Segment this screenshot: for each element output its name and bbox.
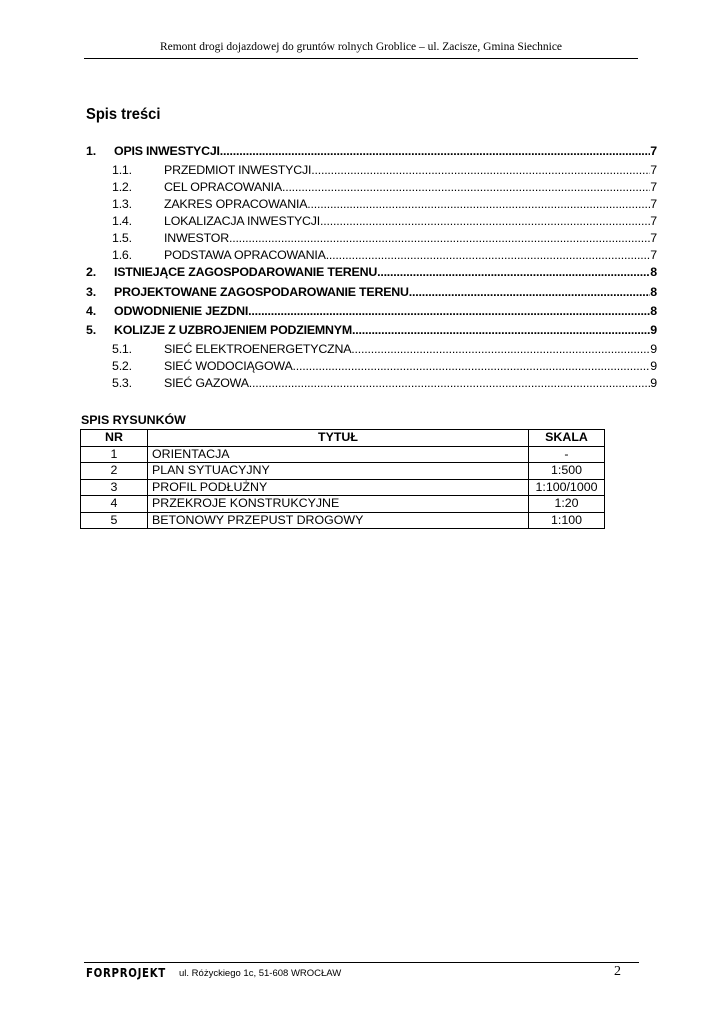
toc-entry-number: 5.3. xyxy=(112,376,132,391)
toc-entry-page: 7 xyxy=(650,163,657,178)
toc-entry[interactable] xyxy=(86,180,657,197)
toc-entry[interactable] xyxy=(86,323,657,342)
page-number: 2 xyxy=(614,964,621,979)
figures-table-header xyxy=(81,430,605,447)
header-rule xyxy=(84,58,638,59)
toc-entry[interactable] xyxy=(86,248,657,265)
footer-rule xyxy=(84,962,639,963)
toc-dot-leader xyxy=(352,323,650,337)
toc-entry-page: 9 xyxy=(650,359,657,374)
toc-entry[interactable] xyxy=(86,285,657,304)
table-row xyxy=(81,446,605,463)
toc-entry-page: 8 xyxy=(650,265,657,280)
toc-entry-label: LOKALIZACJA INWESTYCJI xyxy=(164,214,321,229)
figures-table xyxy=(80,429,605,529)
toc-entry-number: 1.3. xyxy=(112,197,132,212)
toc-dot-leader xyxy=(409,285,651,299)
toc-entry[interactable] xyxy=(86,144,657,163)
toc-entry-number: 4. xyxy=(86,303,96,318)
toc-entry-label: OPIS INWESTYCJI xyxy=(114,144,220,158)
toc-entry-label: INWESTOR xyxy=(164,231,229,246)
toc-entry-label: PODSTAWA OPRACOWANIA xyxy=(164,248,326,263)
toc-entry-page: 7 xyxy=(650,231,657,246)
cell-nr: 3 xyxy=(81,479,148,496)
toc-entry-label: SIEĆ GAZOWA xyxy=(164,376,249,391)
table-of-contents xyxy=(86,144,657,393)
toc-dot-leader xyxy=(320,214,650,228)
toc-entry[interactable] xyxy=(86,359,657,376)
toc-dot-leader xyxy=(311,163,650,177)
cell-title: PROFIL PODŁUŻNY xyxy=(148,479,529,496)
toc-entry[interactable] xyxy=(86,265,657,284)
cell-title: PLAN SYTUACYJNY xyxy=(148,463,529,480)
toc-entry-page: 9 xyxy=(650,342,657,357)
page-header: Remont drogi dojazdowej do gruntów rolnych Groblice – ul. Zacisze, Gmina Siechnice xyxy=(159,41,563,53)
column-header-scale: SKALA xyxy=(529,430,605,447)
toc-entry-page: 7 xyxy=(650,180,657,195)
cell-nr: 1 xyxy=(81,446,148,463)
toc-entry-page: 8 xyxy=(650,303,657,318)
cell-scale: 1:100 xyxy=(529,512,605,529)
toc-entry-number: 1.1. xyxy=(112,163,132,178)
column-header-nr: NR xyxy=(81,430,148,447)
toc-entry-label: CEL OPRACOWANIA xyxy=(164,180,282,195)
toc-entry[interactable] xyxy=(86,304,657,323)
company-address: ul. Różyckiego 1c, 51-608 WROCŁAW xyxy=(179,968,342,979)
toc-dot-leader xyxy=(307,197,650,211)
toc-entry-number: 1.6. xyxy=(112,248,132,263)
toc-entry-label: KOLIZJE Z UZBROJENIEM PODZIEMNYM xyxy=(114,323,352,338)
toc-entry[interactable] xyxy=(86,231,657,248)
toc-entry-page: 7 xyxy=(650,248,657,263)
toc-entry-number: 5. xyxy=(86,323,96,338)
toc-entry[interactable] xyxy=(86,342,657,359)
cell-scale: 1:500 xyxy=(529,463,605,480)
toc-entry-page: 9 xyxy=(650,376,657,391)
toc-entry-label: PROJEKTOWANE ZAGOSPODAROWANIE TERENU xyxy=(114,284,409,299)
cell-title: ORIENTACJA xyxy=(148,446,529,463)
toc-dot-leader xyxy=(377,265,650,279)
toc-entry-label: PRZEDMIOT INWESTYCJI xyxy=(164,163,312,178)
toc-entry-number: 5.1. xyxy=(112,342,132,357)
toc-entry[interactable] xyxy=(86,163,657,180)
cell-scale: 1:20 xyxy=(529,496,605,513)
toc-entry-page: 7 xyxy=(650,144,657,158)
toc-entry-page: 7 xyxy=(650,197,657,212)
toc-entry-page: 9 xyxy=(650,323,657,338)
table-row xyxy=(81,479,605,496)
toc-entry-label: SIEĆ WODOCIĄGOWA xyxy=(164,359,293,374)
cell-nr: 5 xyxy=(81,512,148,529)
toc-dot-leader xyxy=(293,359,651,373)
toc-dot-leader xyxy=(248,304,650,318)
toc-dot-leader xyxy=(326,248,651,262)
toc-entry-number: 1. xyxy=(86,144,96,158)
toc-title: Spis treści xyxy=(86,106,161,123)
toc-entry-page: 7 xyxy=(650,214,657,229)
toc-entry-number: 1.2. xyxy=(112,180,132,195)
cell-nr: 4 xyxy=(81,496,148,513)
toc-dot-leader xyxy=(351,342,650,356)
toc-entry[interactable] xyxy=(86,376,657,393)
cell-title: BETONOWY PRZEPUST DROGOWY xyxy=(148,512,529,529)
cell-title: PRZEKROJE KONSTRUKCYJNE xyxy=(148,496,529,513)
company-logo: FORPROJEKT xyxy=(86,966,166,980)
table-row xyxy=(81,463,605,480)
cell-nr: 2 xyxy=(81,463,148,480)
toc-entry-number: 1.4. xyxy=(112,214,132,229)
toc-entry-number: 5.2. xyxy=(112,359,132,374)
toc-dot-leader xyxy=(282,180,650,194)
toc-entry-number: 2. xyxy=(86,265,96,280)
cell-scale: 1:100/1000 xyxy=(529,479,605,496)
toc-entry-label: ODWODNIENIE JEZDNI xyxy=(114,303,249,318)
toc-entry[interactable] xyxy=(86,214,657,231)
toc-entry-label: SIEĆ ELEKTROENERGETYCZNA xyxy=(164,342,352,357)
toc-entry-number: 1.5. xyxy=(112,231,132,246)
toc-dot-leader xyxy=(229,231,650,245)
cell-scale: - xyxy=(529,446,605,463)
toc-dot-leader xyxy=(249,376,651,390)
table-row xyxy=(81,512,605,529)
toc-entry-page: 8 xyxy=(650,284,657,299)
toc-entry[interactable] xyxy=(86,197,657,214)
figures-list-title: SPIS RYSUNKÓW xyxy=(81,413,186,427)
toc-entry-label: ZAKRES OPRACOWANIA xyxy=(164,197,308,212)
table-row xyxy=(81,496,605,513)
toc-entry-number: 3. xyxy=(86,284,96,299)
toc-entry-label: ISTNIEJĄCE ZAGOSPODAROWANIE TERENU xyxy=(114,265,378,280)
toc-dot-leader xyxy=(220,144,651,158)
column-header-title: TYTUŁ xyxy=(148,430,529,447)
